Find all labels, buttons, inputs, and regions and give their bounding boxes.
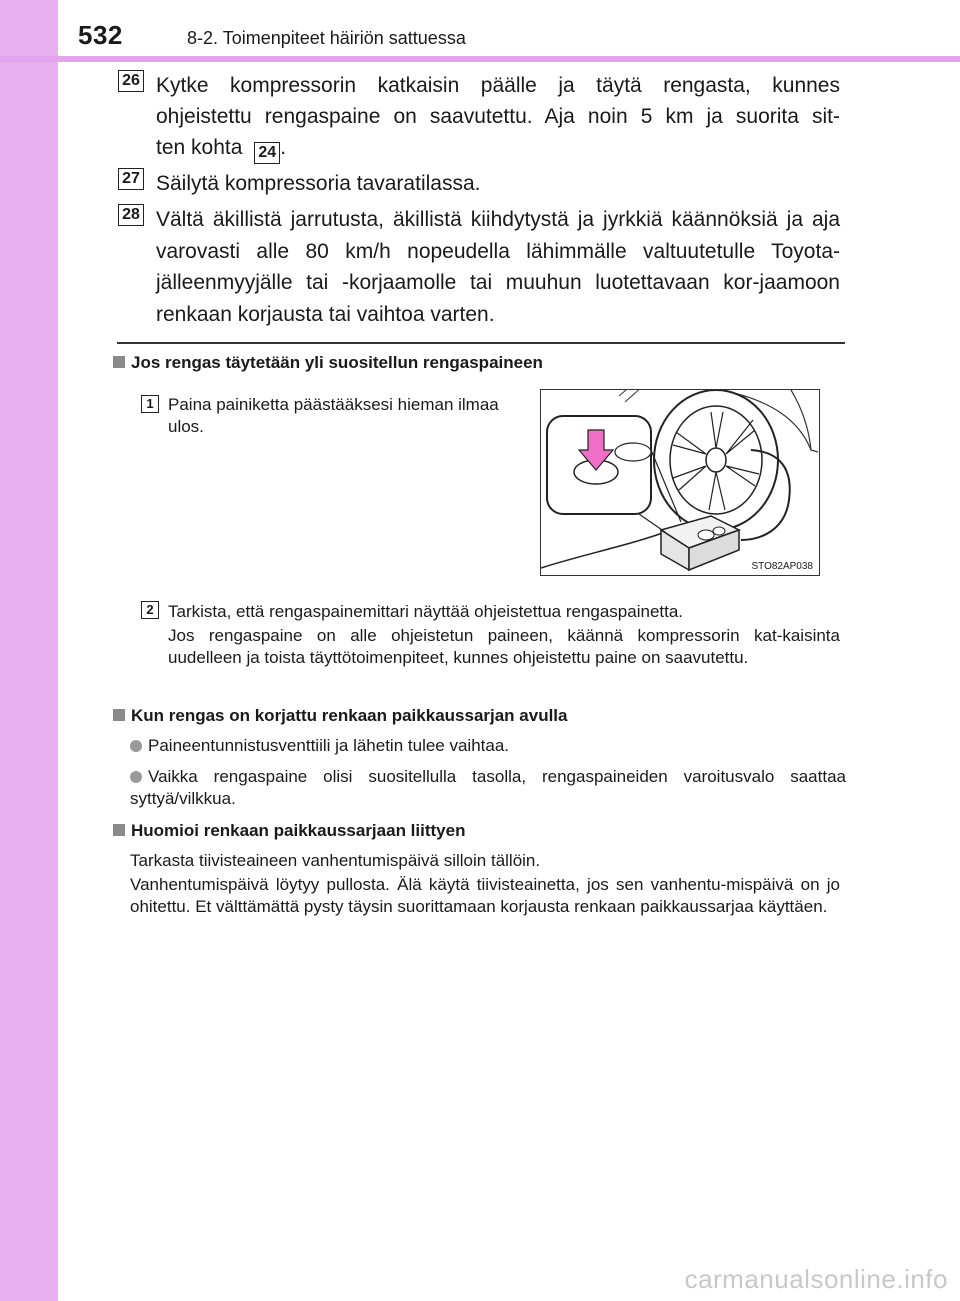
- step-number-26: 26: [118, 70, 144, 92]
- notice-line-1: Tarkasta tiivisteaineen vanhentumispäivä silloin tällöin.: [130, 851, 541, 870]
- bullet-item: [130, 735, 846, 757]
- heading-repaired-text: Kun rengas on korjattu renkaan paikkaussarjan avulla: [131, 706, 568, 725]
- compressor-illustration: [540, 389, 820, 576]
- bullet-text: Vaikka rengaspaine olisi suositellulla tasolla, rengaspaineiden varoitusvalo saattaa syttyä/vilkkua.: [130, 767, 846, 808]
- substep-2-line-1: Tarkista, että rengaspainemittari näyttää ohjeistettua rengaspainetta.: [168, 602, 684, 621]
- step-26-line-3: [156, 132, 840, 164]
- step-number-27: 27: [118, 168, 144, 190]
- square-bullet-icon: [113, 824, 125, 836]
- square-bullet-icon: [113, 356, 125, 368]
- bullet-item: [130, 766, 846, 810]
- step-28-text: Vältä äkillistä jarrutusta, äkillistä kiihdytystä ja jyrkkiä käännöksiä ja aja varovasti alle 80 km/h nopeudella lähimmälle valtuutetulle Toyota-jälleenmyyjälle tai -korjaamolle tai muuhun luotettavaan kor-jaamoon renkaan korjausta tai vaihtoa varten.: [156, 208, 840, 326]
- heading-repaired: [113, 706, 568, 726]
- square-bullet-icon: [113, 709, 125, 721]
- section-title: 8-2. Toimenpiteet häiriön sattuessa: [187, 28, 466, 48]
- round-bullet-icon: [130, 740, 142, 752]
- tire-compressor-drawing: [541, 390, 818, 574]
- step-26-line-1: Kytke kompressorin katkaisin päälle ja täytä rengasta, kunnes: [156, 74, 840, 97]
- bullet-text: Paineentunnistusventtiili ja lähetin tulee vaihtaa.: [148, 736, 510, 755]
- step-26-period: .: [280, 136, 287, 159]
- heading-over-inflation: [113, 353, 543, 373]
- substep-2-text: Jos rengaspaine on alle ohjeistetun paineen, käännä kompressorin kat-kaisinta uudelleen ja toista täyttötoimenpiteet, kunnes ohjeistettu paine on saavutettu.: [168, 626, 840, 667]
- watermark: carmanualsonline.info: [684, 1264, 948, 1294]
- sidebar-tab: [0, 0, 58, 1301]
- heading-notice: [113, 821, 465, 841]
- notice-text: Vanhentumispäivä löytyy pullosta. Älä käytä tiivisteainetta, jos sen vanhentu-mispäivä on jo ohitettu. Et välttämättä pysty täysin suorittamaan korjausta renkaan paikkaussarjaa käyttäen.: [130, 875, 840, 916]
- step-26-line-2: ohjeistettu rengaspaine on saavutettu. Aja noin 5 km ja suorita sit-: [156, 105, 840, 128]
- step-27-text: Säilytä kompressoria tavaratilassa.: [156, 172, 481, 195]
- substep-number-2: 2: [141, 601, 159, 619]
- round-bullet-icon: [130, 771, 142, 783]
- section-divider: [117, 342, 845, 344]
- step-number-28: 28: [118, 204, 144, 226]
- heading-over-inflation-text: Jos rengas täytetään yli suositellun rengaspaineen: [131, 353, 543, 372]
- heading-notice-text: Huomioi renkaan paikkaussarjaan liittyen: [131, 821, 466, 840]
- substep-1-text: Paina painiketta päästääksesi hieman ilmaa ulos.: [168, 395, 499, 436]
- page-number: 532: [78, 20, 123, 50]
- header-bar: [0, 56, 960, 62]
- substep-number-1: 1: [141, 395, 159, 413]
- step-26-line-3-text: ten kohta: [156, 136, 243, 159]
- step-reference-24: 24: [254, 142, 280, 164]
- figure-code: STO82AP038: [751, 561, 813, 572]
